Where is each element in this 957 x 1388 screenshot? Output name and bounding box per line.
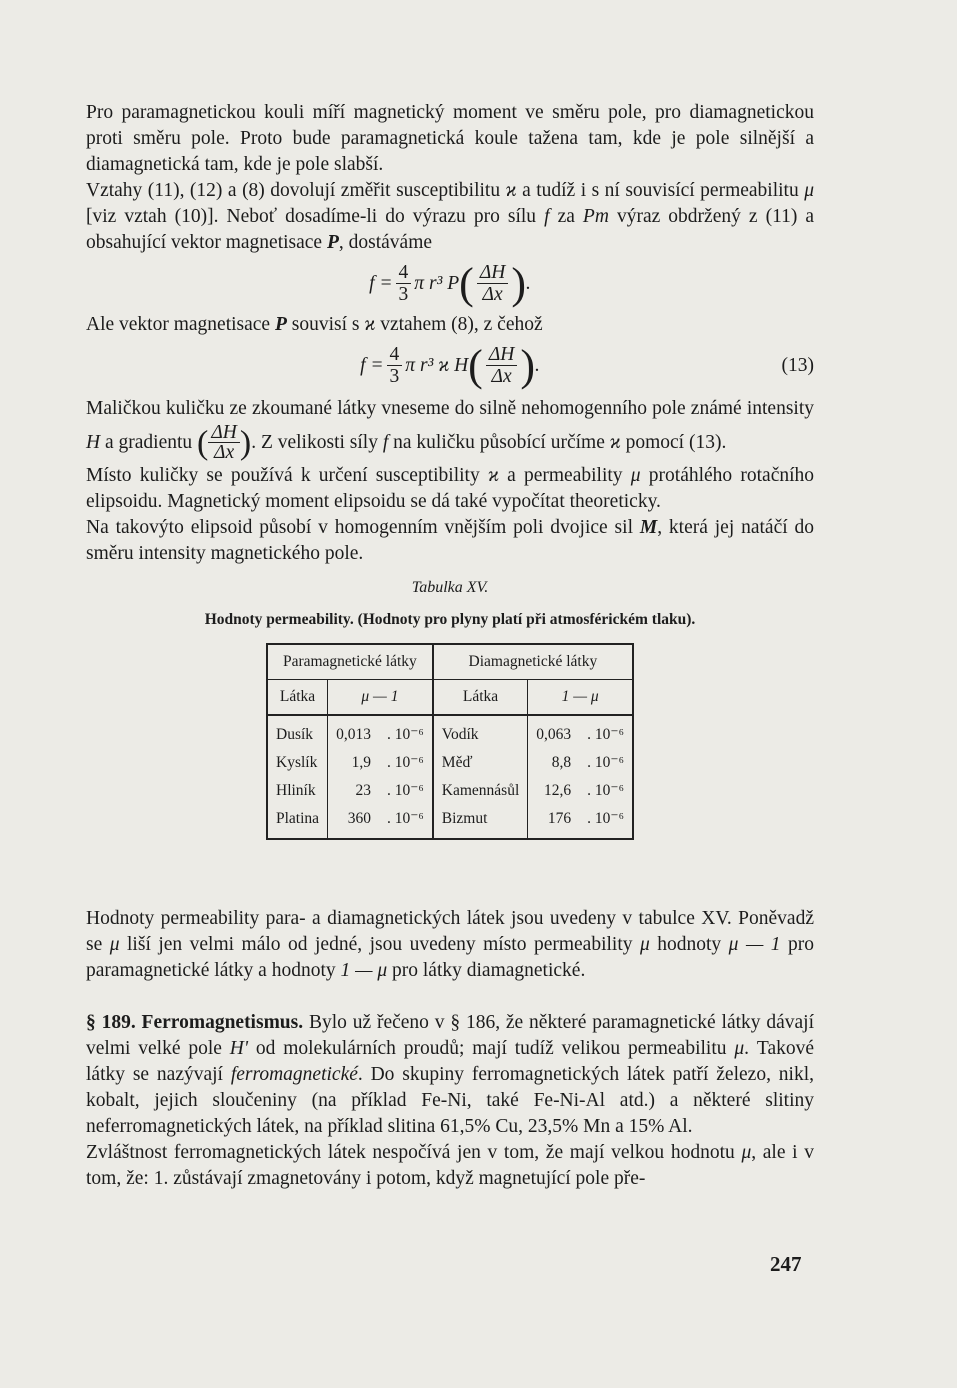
symbol-f: f [382,431,389,453]
page-number: 247 [770,1252,802,1276]
paragraph-9: Zvláštnost ferromagnetických látek nespočívá jen v tom, že mají velkou hodnotu μ, ale i v tom, že: 1. zůstávají zmagnetovány i potom, když magnetující pole pře- [86,1142,814,1189]
fraction-gradient: $\frac{\Delta H}{\Delta x}$ [477,263,509,306]
cell-para-exponent: . 10⁻⁶ [386,726,424,743]
table-body [267,715,633,839]
cell-dia-exponent: . 10⁻⁶ [587,810,624,827]
equation-number: (13) [781,355,814,376]
col-one-minus-mu: 1 — μ [528,680,633,716]
cell-para-exponent: . 10⁻⁶ [386,810,424,827]
symbol-P: P [274,314,287,335]
paragraph-7: Hodnoty permeability para- a diamagnetických látek jsou uvedeny v tabulce XV. Poněvadž se μ liší jen velmi málo od jedné, jsou uvedeny místo permeability μ hodnoty μ — 1 pro paramagnetické látky a hodnoty 1 — μ pro látky diamagnetické. [86,908,814,981]
paragraph-8: § 189. Ferromagnetismus. Bylo už řečeno v § 186, že některé paramagnetické látky dávají velmi velké pole H' od molekulárních proudů; mají tudíž velikou permeabilitu μ. Takové látky se nazývají ferromagnetické. Do skupiny ferromagnetických látek patří železo, nikl, kobalt, jejich sloučeniny (na příklad Fe-Ni, také Fe-Ni-Al atd.) a některé slitiny neferromagnetických látek, na příklad slitina 61,5% Cu, 23,5% Mn a 15% Al. [86,1012,815,1137]
col-substance: Látka [267,680,328,716]
table-row [267,805,633,839]
col-mu-minus-1: μ — 1 [328,680,433,716]
fraction-four-thirds: $\frac{4}{3}$ [396,263,412,306]
cell-dia-value: 176 [528,805,579,839]
cell-dia-value: 0,063 [528,715,579,749]
expr-one-minus-mu: 1 — μ [340,960,388,981]
paragraph-5: Místo kuličky se používá k určení susceptibility ϰ a permeability μ protáhlého rotačního elipsoidu. Magnetický moment elipsoidu se dá také vypočítat theoreticky. [86,465,815,512]
symbol-kappa: ϰ [364,314,376,335]
paragraph-2: Vztahy (11), (12) a (8) dovolují změřit susceptibilitu ϰ a tudíž i s ní souvisící permeabilitu μ [viz vztah (10)]. Neboť dosadíme-li do výrazu pro sílu f za Pm výraz obdržený z (11) a obsahující vektor magnetisace P, dostáváme [86,180,815,253]
section-heading: § 189. Ferromagnetismus. [86,1012,304,1033]
fraction-four-thirds: $\frac{4}{3}$ [387,345,403,388]
cell-para-exponent: . 10⁻⁶ [386,754,424,771]
symbol-mu: μ [639,934,650,955]
header-paramagnetic: Paramagnetické látky [267,644,433,680]
paragraph-1: Pro paramagnetickou kouli míří magnetický moment ve směru pole, pro diamagnetickou proti směru pole. Proto bude paramagnetická koule tažena tam, kde je pole silnější a diamagnetická tam, kde je pole slabší. [86,102,814,175]
symbol-M: M [639,517,658,538]
symbol-H: H [86,431,101,453]
formula-13: f = $\frac{4}{3}$ π r³ ϰ H ( $\frac{\Delta H}{\Delta x}$ ) . (13) [360,341,814,390]
paragraph-3: Ale vektor magnetisace P souvisí s ϰ vztahem (8), z čehož [86,314,543,335]
cell-dia-substance: Kamennásůl [433,777,528,805]
header-diamagnetic: Diamagnetické látky [433,644,633,680]
cell-para-substance: Platina [276,810,320,827]
fraction-gradient: $\frac{\Delta H}{\Delta x}$ [486,345,518,388]
cell-para-value: 360 [328,805,379,839]
cell-dia-exponent: . 10⁻⁶ [587,754,624,771]
cell-para-substance: Kyslík [276,754,318,771]
cell-para-value: 0,013 [328,715,379,749]
symbol-pm: Pm [582,206,609,227]
cell-dia-value: 12,6 [528,777,579,805]
cell-dia-substance: Vodík [433,715,528,749]
term-ferromagnetic: ferromagnetické [230,1064,358,1085]
symbol-kappa: ϰ [505,180,517,201]
symbol-mu: μ [109,934,120,955]
upper-text-block [86,100,814,840]
table-row [267,777,633,805]
paragraph-6: Na takovýto elipsoid působí v homogenním vnějším poli dvojice sil M, která jej natáčí do směru intensity magnetického pole. [86,517,815,564]
symbol-mu: μ [804,180,815,201]
symbol-kappa: ϰ [487,465,499,486]
table-row [267,749,633,777]
symbol-H-prime: H' [229,1038,249,1059]
cell-para-substance: Dusík [276,726,314,743]
cell-dia-exponent: . 10⁻⁶ [587,726,624,743]
col-substance-dia: Látka [433,680,528,716]
table-title: Hodnoty permeability. (Hodnoty pro plyny platí při atmosférickém tlaku). [204,611,696,628]
cell-dia-substance: Bizmut [433,805,528,839]
table-caption: Tabulka XV. [411,579,489,596]
cell-para-exponent: . 10⁻⁶ [386,782,424,799]
paragraph-4: Maličkou kuličku ze zkoumané látky vneseme do silně nehomogenního pole známé intensity H a gradientu ( $\frac{\Delta H}{\Delta x}$ ). Z velikosti síly f na kuličku působící určíme ϰ pomocí (13). [86,398,814,463]
cell-para-value: 1,9 [328,749,379,777]
symbol-mu: μ [630,465,641,486]
symbol-mu: μ [734,1038,745,1059]
cell-para-substance: Hliník [276,782,316,799]
expr-mu-minus-1: μ — 1 [728,934,781,955]
symbol-P: P [326,232,339,253]
lower-text-block [86,906,814,1192]
table-row [267,715,633,749]
formula-force-P: f = $\frac{4}{3}$ π r³ P ( $\frac{\Delta H}{\Delta x}$ ) . [369,259,531,308]
symbol-mu: μ [741,1142,752,1163]
cell-dia-substance: Měď [433,749,528,777]
cell-dia-exponent: . 10⁻⁶ [587,782,624,799]
permeability-table [266,643,634,840]
inline-gradient-fraction: $\frac{\Delta H}{\Delta x}$ [208,424,240,463]
symbol-f: f [544,206,550,227]
cell-para-value: 23 [328,777,379,805]
symbol-kappa: ϰ [609,431,621,453]
cell-dia-value: 8,8 [528,749,579,777]
